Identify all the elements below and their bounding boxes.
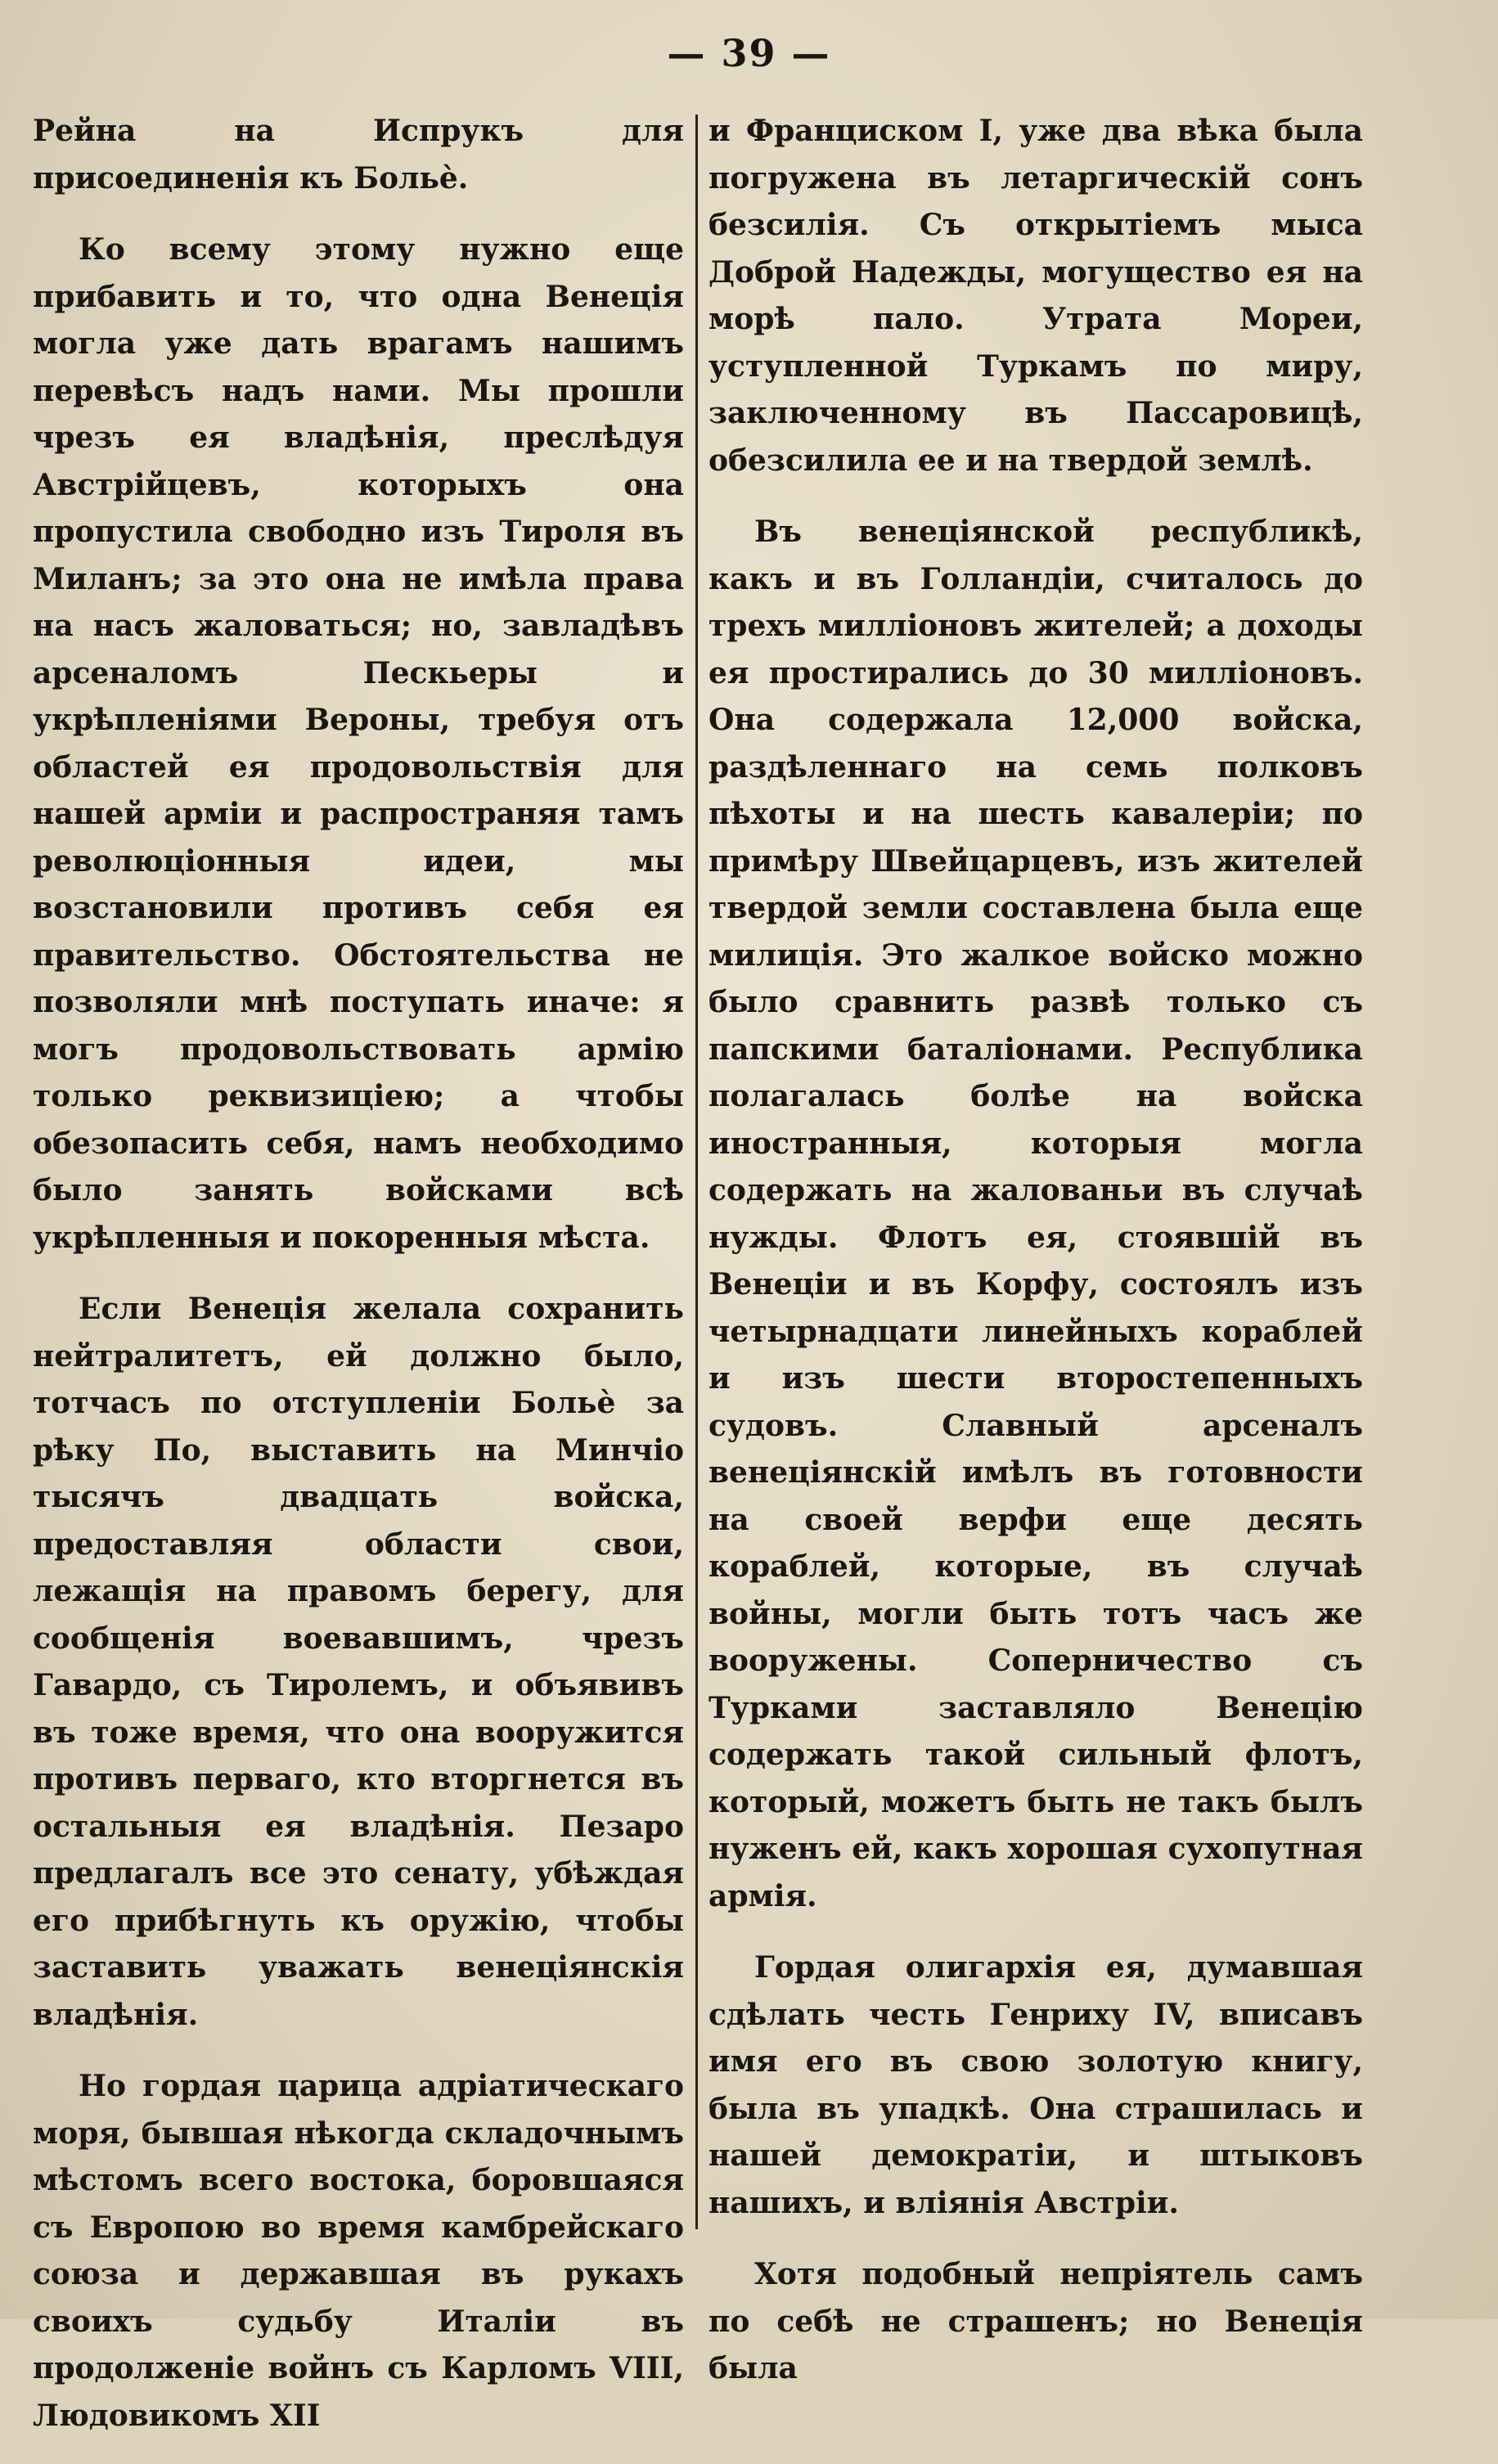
left-paragraph-1: Рейна на Испрукъ для присоединенія къ Больѐ. — [33, 114, 684, 196]
right-column — [709, 108, 1363, 2417]
page-number: — 39 — — [667, 31, 831, 75]
left-column — [33, 108, 684, 2464]
left-paragraph-3: Если Венеція желала сохранить нейтралитетъ, ей должно было, тотчасъ по отступленіи Больѐ за рѣку По, выставить на Минчіо тысячъ двадцать войска, предоставляя области свои, лежащія на правомъ берегу, для сообщенія воевавшимъ, чрезъ Гавардо, съ Тиролемъ, и объявивъ въ тоже время, что она вооружится противъ перваго, кто вторгнется въ остальныя ея владѣнія. Пезаро предлагалъ все это сенату, убѣждая его прибѣгнуть къ оружію, чтобы заставить уважать венеціянскія владѣнія. — [33, 1292, 684, 2032]
column-divider — [695, 115, 698, 2229]
right-paragraph-2: Въ венеціянской республикѣ, какъ и въ Голландіи, считалось до трехъ милліоновъ жителей; а доходы ея простирались до 30 милліоновъ. Она содержала 12,000 войска, раздѣленнаго на семь полковъ пѣхоты и на шесть кавалеріи; по примѣру Швейцарцевъ, изъ жителей твердой земли составлена была еще милиція. Это жалкое войско можно было сравнить развѣ только съ папскими баталіонами. Республика полагалась болѣе на войска иностранныя, которыя могла содержать на жалованьи въ случаѣ нужды. Флотъ ея, стоявшій въ Венеціи и въ Корфу, состоялъ изъ четырнадцати линейныхъ кораблей и изъ шести второстепенныхъ судовъ. Славный арсеналъ венеціянскій имѣлъ въ готовности на своей верфи еще десять кораблей, которые, въ случаѣ войны, могли быть тотъ часъ же вооружены. Соперничество съ Турками заставляло Венецію содержать такой сильный флотъ, который, можетъ быть не такъ былъ нуженъ ей, какъ хорошая сухопутная армія. — [709, 515, 1363, 1913]
right-paragraph-4: Хотя подобный непріятель самъ по себѣ не страшенъ; но Венеція была — [709, 2257, 1363, 2385]
right-paragraph-3: Гордая олигархія ея, думавшая сдѣлать честь Генриху IV, вписавъ имя его въ свою золотую книгу, была въ упадкѣ. Она страшилась и нашей демократіи, и штыковъ нашихъ, и вліянія Австріи. — [709, 1950, 1363, 2220]
left-paragraph-4: Но гордая царица адріатическаго моря, бывшая нѣкогда складочнымъ мѣстомъ всего востока, боровшаяся съ Европою во время камбрейскаго союза и державшая въ рукахъ своихъ судьбу Италіи въ продолженіе войнъ съ Карломъ VIII, Людовикомъ XII — [33, 2069, 684, 2433]
left-paragraph-2: Ко всему этому нужно еще прибавить и то, что одна Венеція могла уже дать врагамъ нашимъ перевѣсъ надъ нами. Мы прошли чрезъ ея владѣнія, преслѣдуя Австрійцевъ, которыхъ она пропустила свободно изъ Тироля въ Миланъ; за это она не имѣла права на насъ жаловаться; но, завладѣвъ арсеналомъ Пескьеры и укрѣпленіями Вероны, требуя отъ областей ея продовольствія для нашей арміи и распространяя тамъ революціонныя идеи, мы возстановили противъ себя ея правительство. Обстоятельства не позволяли мнѣ поступать иначе: я могъ продовольствовать армію только реквизиціею; а чтобы обезопасить себя, намъ необходимо было занять войсками всѣ укрѣпленныя и покоренныя мѣста. — [33, 232, 684, 1255]
right-paragraph-1: и Франциском I, уже два вѣка была погружена въ летаргическій сонъ безсилія. Съ открытіемъ мыса Доброй Надежды, могущество ея на морѣ пало. Утрата Мореи, уступленной Туркамъ по миру, заключенному въ Пассаровицѣ, обезсилила ее и на твердой землѣ. — [709, 114, 1363, 478]
